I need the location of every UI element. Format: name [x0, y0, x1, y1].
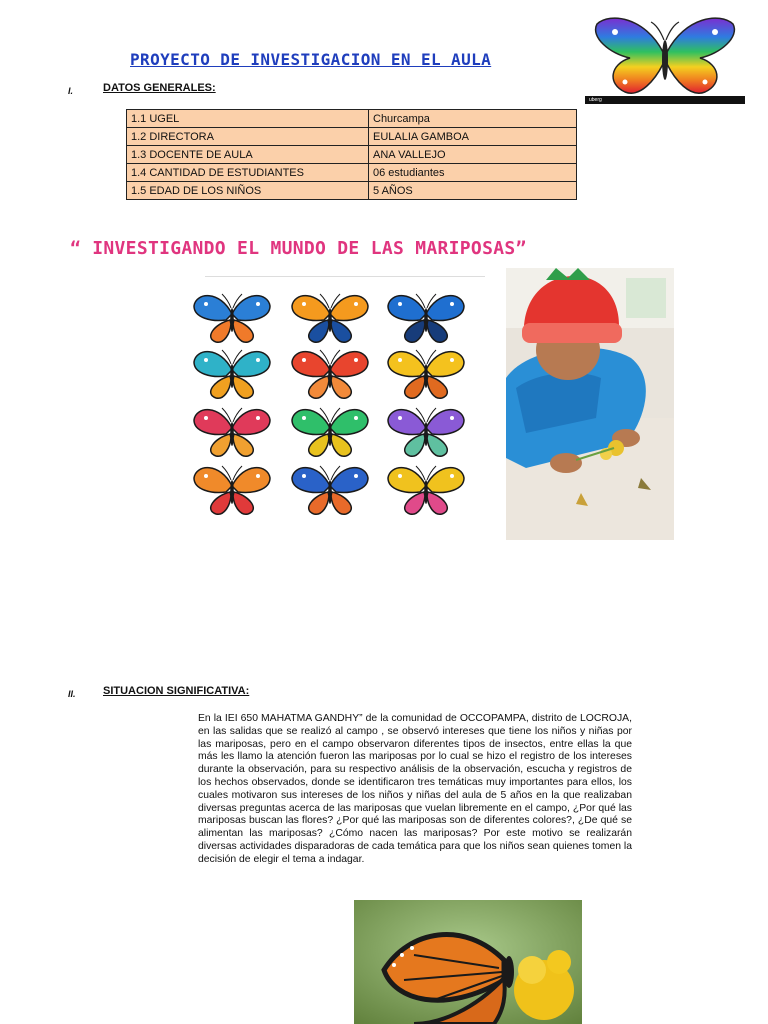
butterfly-illustration [292, 350, 368, 398]
butterfly-illustration [292, 466, 368, 514]
table-row [127, 128, 577, 146]
table-row [127, 110, 577, 128]
table-row [127, 164, 577, 182]
butterfly-illustration [292, 294, 368, 342]
situation-paragraph: En la IEI 650 MAHATMA GANDHY” de la comunidad de OCCOPAMPA, distrito de LOCROJA, en las salidas que se realizó al campo , se observó intereses que tiene los niños y niñas por las mariposas, pero en el campo observaron diferentes tipos de insectos, entre ellas la que más les llamo la atención fueron las mariposas por lo cual se hizo el registro de los intereses durante la observación, para su respectivo análisis de la observación, escucha y registros de los hechos observados, donde se identificaron tres temáticas muy importantes para ellos, los cuales motivaron sus intereses de los niños y niñas del aula de 5 años en la que realizaban diversas preguntas acerca de las mariposas que vuelan libremente en el campo, ¿Por qué las mariposas buscan las flores? ¿Por qué las mariposas son de diferentes colores?, ¿De qué se alimentan las mariposas? ¿Cómo nacen las mariposas? Por este motivo se realizarán diversas actividades disparadoras de cada temática para que los niños sean quienes tomen la decisión de elegir el tema a indagar. [198, 713, 632, 865]
butterfly-illustration [194, 294, 270, 342]
table-cell-label: 1.2 DIRECTORA [127, 128, 369, 146]
butterfly-illustration [194, 350, 270, 398]
butterfly-illustrations-grid [190, 286, 470, 518]
table-cell-label: 1.3 DOCENTE DE AULA [127, 146, 369, 164]
table-cell-value: 06 estudiantes [369, 164, 577, 182]
rainbow-butterfly-logo [585, 12, 745, 104]
section-1-number: I. [68, 86, 74, 96]
butterfly-illustration [194, 408, 270, 456]
table-cell-label: 1.5 EDAD DE LOS NIÑOS [127, 182, 369, 200]
butterfly-illustration [388, 350, 464, 398]
section-2-heading: SITUACION SIGNIFICATIVA: [103, 685, 250, 697]
butterfly-illustration [388, 408, 464, 456]
divider [205, 276, 485, 277]
general-data-table [126, 109, 577, 200]
butterfly-illustration [388, 294, 464, 342]
butterfly-illustration [194, 466, 270, 514]
table-cell-label: 1.4 CANTIDAD DE ESTUDIANTES [127, 164, 369, 182]
monarch-butterfly-photo [354, 900, 582, 1024]
section-1-heading: DATOS GENERALES: [103, 82, 216, 94]
logo-caption: uberg [589, 97, 602, 103]
table-cell-value: 5 AÑOS [369, 182, 577, 200]
table-cell-value: EULALIA GAMBOA [369, 128, 577, 146]
table-cell-value: ANA VALLEJO [369, 146, 577, 164]
table-row [127, 146, 577, 164]
topic-heading: “ INVESTIGANDO EL MUNDO DE LAS MARIPOSAS” [70, 238, 527, 259]
table-row [127, 182, 577, 200]
section-2-number: II. [68, 689, 76, 699]
document-title: PROYECTO DE INVESTIGACION EN EL AULA [130, 50, 492, 69]
butterfly-illustration [388, 466, 464, 514]
logo-caption-bar [585, 96, 745, 104]
table-cell-value: Churcampa [369, 110, 577, 128]
child-with-flowers-photo [506, 268, 674, 540]
butterfly-illustration [292, 408, 368, 456]
table-cell-label: 1.1 UGEL [127, 110, 369, 128]
